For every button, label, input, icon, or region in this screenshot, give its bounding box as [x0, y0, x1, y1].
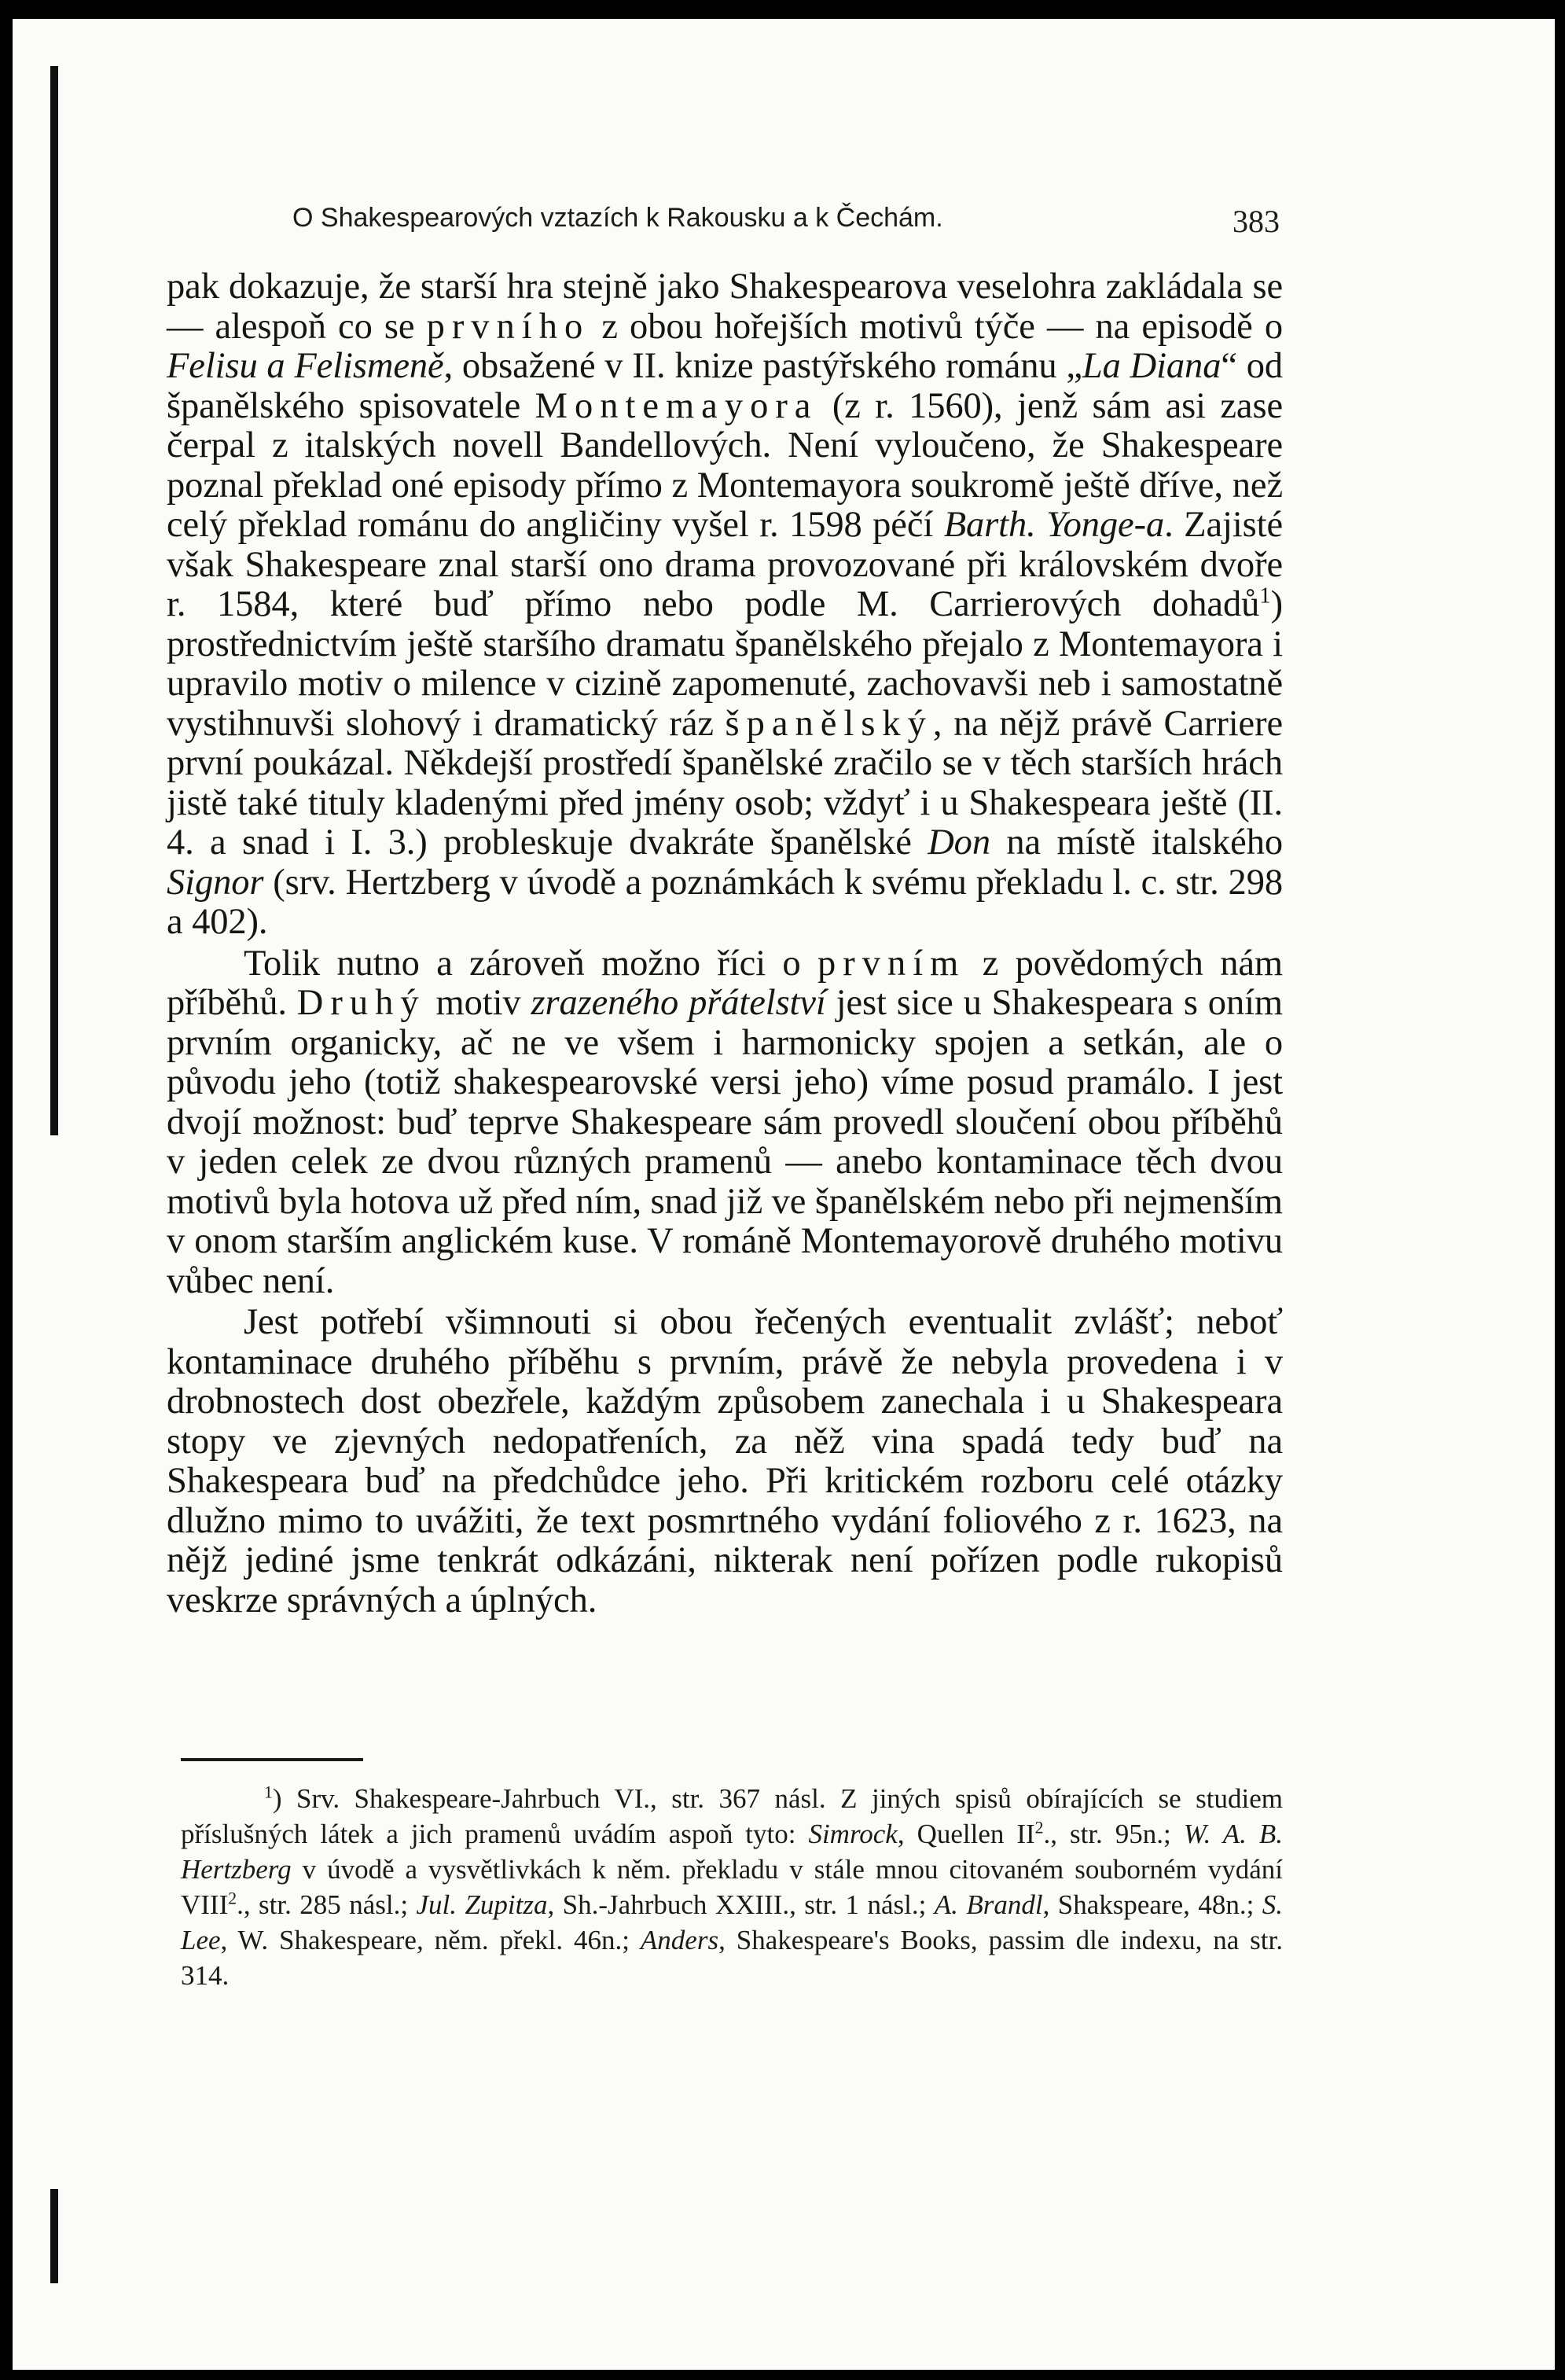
- footnote-marker: 1: [264, 1782, 273, 1802]
- footnote-ref: 1: [1259, 583, 1271, 609]
- footnote-1: $^1$) Srv. Shakespeare-Jahrbuch VI., str. 367 násl. Z jiných spisů obírajících se studiem příslušných látek a jich pramenů uvádím aspoň tyto: Simrock, Quellen $II^2$., str. 95n.; W. A. B. Hertzberg v úvodě a vysvětlivkách k něm. překladu v stále mnou citovaném souborném vydání VIII$^2$., str. 285 násl.; Jul. Zupitza, Sh.-Jahrbuch XXIII., str. 1 násl.; A. Brandl, Shakspeare, 48n.; S. Lee, W. Shakespeare, něm. překl. 46n.; Anders, Shakespeare's Books, passim dle indexu, na str. 314.: [181, 1782, 1283, 1991]
- main-text: [167, 267, 1283, 1620]
- page-number: 383: [1233, 204, 1280, 239]
- footnote-divider: [181, 1758, 363, 1761]
- running-header: [281, 198, 1280, 237]
- binding-edge-mark: [50, 66, 58, 1135]
- running-title: O Shakespearových vztazích k Rakousku a k Čechám.: [292, 203, 943, 233]
- paragraph-1: pak dokazuje, že starší hra stejně jako Shakespearova veselohra zakládala se — alespoň co se prvního z obou hořejších motivů týče — na episodě o Felisu a Felismeně, obsažené v II. knize pastýřského románu „La Diana“ od španělského spisovatele Montemayora (z r. 1560), jenž sám asi zase čerpal z italských novell Bandellových. Není vyloučeno, že Shakespeare poznal překlad oné episody přímo z Montemayora soukromě ještě dříve, než celý překlad románu do angličiny vyšel r. 1598 péčí Barth. Yonge-a. Zajisté však Shakespeare znal starší ono drama provozované při královském dvoře r. 1584, které buď přímo nebo podle M. Carrierových dohadů$^1$) prostřednictvím ještě staršího dramatu španělského přejalo z Montemayora i upravilo motiv o milence v cizině zapomenuté, zachovavši neb i samostatně vystihnuvši slohový i dramatický ráz španělský, na nějž právě Carriere první poukázal. Někdejší prostředí španělské zračilo se v těch starších hrách jistě také tituly kladenými před jmény osob; vždyť i u Shakespeara ještě (II. 4. a snad i I. 3.) probleskuje dvakráte španělské Don na místě italského Signor (srv. Hertzberg v úvodě a poznámkách k svému překladu l. c. str. 298 a 402).: [167, 267, 1284, 942]
- footnotes: [181, 1781, 1283, 1993]
- binding-edge-mark: [50, 2189, 58, 2283]
- paragraph-2: Tolik nutno a zároveň možno říci o prvním z povědomých nám příběhů. Druhý motiv zrazeného přátelství jest sice u Shakespeara s oním prvním organicky, ač ne ve všem i harmonicky spojen a setkán, ale o původu jeho (totiž shakespearovské versi jeho) víme posud pramálo. I jest dvojí možnost: buď teprve Shakespeare sám provedl sloučení obou příběhů v jeden celek ze dvou různých pramenů — anebo kontaminace těch dvou motivů byla hotova už před ním, snad již ve španělském nebo při nejmenším v onom starším anglickém kuse. V románě Montemayorově druhého motivu vůbec není.: [167, 943, 1283, 1301]
- paragraph-3: Jest potřebí všimnouti si obou řečených eventualit zvlášť; neboť kontaminace druhého příběhu s prvním, právě že nebyla provedena i v drobnostech dost obezřele, každým způsobem zanechala i u Shakespeara stopy ve zjevných nedopatřeních, za něž vina spadá tedy buď na Shakespeara buď na předchůdce jeho. Při kritickém rozboru celé otázky dlužno mimo to uvážiti, že text posmrtného vydání foliového z r. 1623, na nějž jediné jsme tenkrát odkázáni, nikterak není pořízen podle rukopisů veskrze správných a úplných.: [167, 1302, 1283, 1620]
